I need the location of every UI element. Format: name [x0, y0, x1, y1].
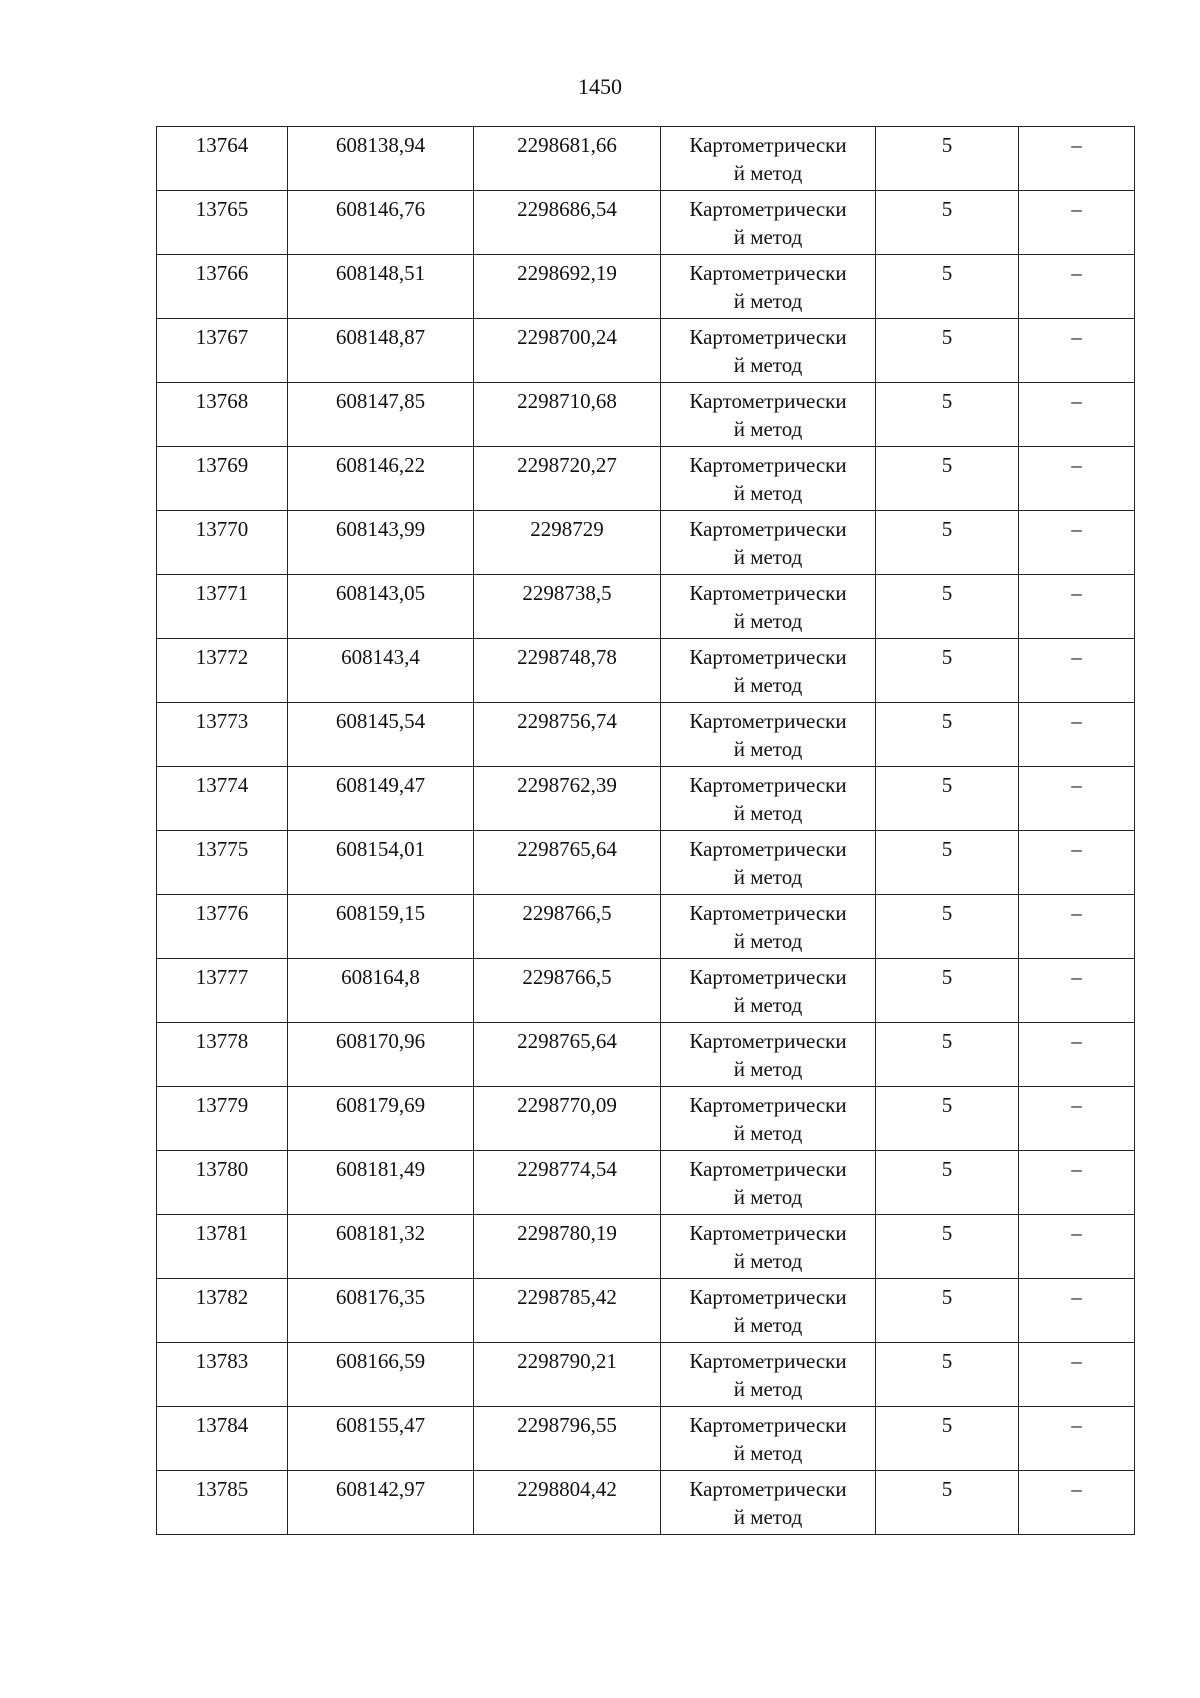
y-coordinate-cell: 2298766,5: [474, 959, 661, 1023]
point-number-cell: 13785: [157, 1471, 288, 1535]
x-coordinate-cell: 608143,4: [288, 639, 474, 703]
x-coordinate-cell: 608154,01: [288, 831, 474, 895]
y-coordinate-cell: 2298804,42: [474, 1471, 661, 1535]
table-row: [157, 959, 1135, 1023]
point-number-cell: 13778: [157, 1023, 288, 1087]
point-number-cell: 13782: [157, 1279, 288, 1343]
description-cell: –: [1019, 319, 1135, 383]
point-number-cell: 13771: [157, 575, 288, 639]
accuracy-cell: 5: [876, 767, 1019, 831]
y-coordinate-cell: 2298765,64: [474, 831, 661, 895]
accuracy-cell: 5: [876, 575, 1019, 639]
y-coordinate-cell: 2298748,78: [474, 639, 661, 703]
description-cell: –: [1019, 575, 1135, 639]
point-number-cell: 13765: [157, 191, 288, 255]
point-number-cell: 13768: [157, 383, 288, 447]
y-coordinate-cell: 2298770,09: [474, 1087, 661, 1151]
description-cell: –: [1019, 639, 1135, 703]
point-number-cell: 13784: [157, 1407, 288, 1471]
method-cell: Картометрически й метод: [661, 1279, 876, 1343]
point-number-cell: 13783: [157, 1343, 288, 1407]
description-cell: –: [1019, 703, 1135, 767]
description-cell: –: [1019, 511, 1135, 575]
method-cell: Картометрически й метод: [661, 1151, 876, 1215]
point-number-cell: 13767: [157, 319, 288, 383]
table-row: [157, 703, 1135, 767]
accuracy-cell: 5: [876, 255, 1019, 319]
method-cell: Картометрически й метод: [661, 1215, 876, 1279]
x-coordinate-cell: 608138,94: [288, 127, 474, 191]
description-cell: –: [1019, 831, 1135, 895]
method-cell: Картометрически й метод: [661, 511, 876, 575]
point-number-cell: 13772: [157, 639, 288, 703]
accuracy-cell: 5: [876, 1087, 1019, 1151]
method-cell: Картометрически й метод: [661, 959, 876, 1023]
x-coordinate-cell: 608179,69: [288, 1087, 474, 1151]
table-row: [157, 1023, 1135, 1087]
accuracy-cell: 5: [876, 831, 1019, 895]
y-coordinate-cell: 2298700,24: [474, 319, 661, 383]
accuracy-cell: 5: [876, 191, 1019, 255]
x-coordinate-cell: 608159,15: [288, 895, 474, 959]
accuracy-cell: 5: [876, 127, 1019, 191]
x-coordinate-cell: 608170,96: [288, 1023, 474, 1087]
accuracy-cell: 5: [876, 1343, 1019, 1407]
table-row: [157, 1151, 1135, 1215]
y-coordinate-cell: 2298785,42: [474, 1279, 661, 1343]
accuracy-cell: 5: [876, 1407, 1019, 1471]
y-coordinate-cell: 2298692,19: [474, 255, 661, 319]
point-number-cell: 13779: [157, 1087, 288, 1151]
table-row: [157, 191, 1135, 255]
y-coordinate-cell: 2298774,54: [474, 1151, 661, 1215]
x-coordinate-cell: 608145,54: [288, 703, 474, 767]
description-cell: –: [1019, 1279, 1135, 1343]
y-coordinate-cell: 2298738,5: [474, 575, 661, 639]
accuracy-cell: 5: [876, 639, 1019, 703]
accuracy-cell: 5: [876, 1215, 1019, 1279]
table-row: [157, 127, 1135, 191]
accuracy-cell: 5: [876, 703, 1019, 767]
x-coordinate-cell: 608143,99: [288, 511, 474, 575]
y-coordinate-cell: 2298756,74: [474, 703, 661, 767]
y-coordinate-cell: 2298681,66: [474, 127, 661, 191]
y-coordinate-cell: 2298720,27: [474, 447, 661, 511]
x-coordinate-cell: 608148,87: [288, 319, 474, 383]
y-coordinate-cell: 2298762,39: [474, 767, 661, 831]
x-coordinate-cell: 608181,32: [288, 1215, 474, 1279]
table-row: [157, 1343, 1135, 1407]
table-row: [157, 1471, 1135, 1535]
description-cell: –: [1019, 1151, 1135, 1215]
x-coordinate-cell: 608148,51: [288, 255, 474, 319]
method-cell: Картометрически й метод: [661, 575, 876, 639]
description-cell: –: [1019, 1407, 1135, 1471]
method-cell: Картометрически й метод: [661, 703, 876, 767]
accuracy-cell: 5: [876, 447, 1019, 511]
description-cell: –: [1019, 383, 1135, 447]
x-coordinate-cell: 608164,8: [288, 959, 474, 1023]
method-cell: Картометрически й метод: [661, 447, 876, 511]
page-number: 1450: [578, 74, 622, 99]
x-coordinate-cell: 608143,05: [288, 575, 474, 639]
method-cell: Картометрически й метод: [661, 1343, 876, 1407]
table-row: [157, 511, 1135, 575]
method-cell: Картометрически й метод: [661, 127, 876, 191]
method-cell: Картометрически й метод: [661, 1407, 876, 1471]
y-coordinate-cell: 2298729: [474, 511, 661, 575]
x-coordinate-cell: 608142,97: [288, 1471, 474, 1535]
point-number-cell: 13774: [157, 767, 288, 831]
method-cell: Картометрически й метод: [661, 1023, 876, 1087]
point-number-cell: 13766: [157, 255, 288, 319]
method-cell: Картометрически й метод: [661, 895, 876, 959]
point-number-cell: 13775: [157, 831, 288, 895]
description-cell: –: [1019, 1023, 1135, 1087]
description-cell: –: [1019, 127, 1135, 191]
point-number-cell: 13770: [157, 511, 288, 575]
description-cell: –: [1019, 895, 1135, 959]
table-row: [157, 255, 1135, 319]
method-cell: Картометрически й метод: [661, 383, 876, 447]
x-coordinate-cell: 608155,47: [288, 1407, 474, 1471]
y-coordinate-cell: 2298686,54: [474, 191, 661, 255]
point-number-cell: 13769: [157, 447, 288, 511]
y-coordinate-cell: 2298765,64: [474, 1023, 661, 1087]
point-number-cell: 13777: [157, 959, 288, 1023]
method-cell: Картометрически й метод: [661, 767, 876, 831]
accuracy-cell: 5: [876, 895, 1019, 959]
point-number-cell: 13773: [157, 703, 288, 767]
x-coordinate-cell: 608181,49: [288, 1151, 474, 1215]
description-cell: –: [1019, 191, 1135, 255]
accuracy-cell: 5: [876, 1023, 1019, 1087]
method-cell: Картометрически й метод: [661, 639, 876, 703]
point-number-cell: 13781: [157, 1215, 288, 1279]
point-number-cell: 13780: [157, 1151, 288, 1215]
x-coordinate-cell: 608166,59: [288, 1343, 474, 1407]
y-coordinate-cell: 2298710,68: [474, 383, 661, 447]
table-row: [157, 1215, 1135, 1279]
method-cell: Картометрически й метод: [661, 1471, 876, 1535]
table-row: [157, 575, 1135, 639]
accuracy-cell: 5: [876, 383, 1019, 447]
method-cell: Картометрически й метод: [661, 319, 876, 383]
point-number-cell: 13764: [157, 127, 288, 191]
method-cell: Картометрически й метод: [661, 191, 876, 255]
y-coordinate-cell: 2298780,19: [474, 1215, 661, 1279]
x-coordinate-cell: 608147,85: [288, 383, 474, 447]
accuracy-cell: 5: [876, 1151, 1019, 1215]
description-cell: –: [1019, 447, 1135, 511]
y-coordinate-cell: 2298796,55: [474, 1407, 661, 1471]
description-cell: –: [1019, 1087, 1135, 1151]
accuracy-cell: 5: [876, 959, 1019, 1023]
description-cell: –: [1019, 1343, 1135, 1407]
description-cell: –: [1019, 255, 1135, 319]
x-coordinate-cell: 608176,35: [288, 1279, 474, 1343]
accuracy-cell: 5: [876, 1471, 1019, 1535]
method-cell: Картометрически й метод: [661, 1087, 876, 1151]
table-row: [157, 1087, 1135, 1151]
accuracy-cell: 5: [876, 319, 1019, 383]
point-number-cell: 13776: [157, 895, 288, 959]
table-row: [157, 447, 1135, 511]
table-row: [157, 767, 1135, 831]
accuracy-cell: 5: [876, 1279, 1019, 1343]
description-cell: –: [1019, 959, 1135, 1023]
table-row: [157, 1407, 1135, 1471]
accuracy-cell: 5: [876, 511, 1019, 575]
method-cell: Картометрически й метод: [661, 255, 876, 319]
coordinates-table-body: [157, 127, 1135, 1535]
table-row: [157, 319, 1135, 383]
description-cell: –: [1019, 767, 1135, 831]
y-coordinate-cell: 2298790,21: [474, 1343, 661, 1407]
y-coordinate-cell: 2298766,5: [474, 895, 661, 959]
description-cell: –: [1019, 1471, 1135, 1535]
table-row: [157, 1279, 1135, 1343]
x-coordinate-cell: 608149,47: [288, 767, 474, 831]
x-coordinate-cell: 608146,76: [288, 191, 474, 255]
coordinates-table: [156, 126, 1135, 1535]
table-row: [157, 895, 1135, 959]
table-row: [157, 639, 1135, 703]
method-cell: Картометрически й метод: [661, 831, 876, 895]
description-cell: –: [1019, 1215, 1135, 1279]
x-coordinate-cell: 608146,22: [288, 447, 474, 511]
table-row: [157, 383, 1135, 447]
table-row: [157, 831, 1135, 895]
